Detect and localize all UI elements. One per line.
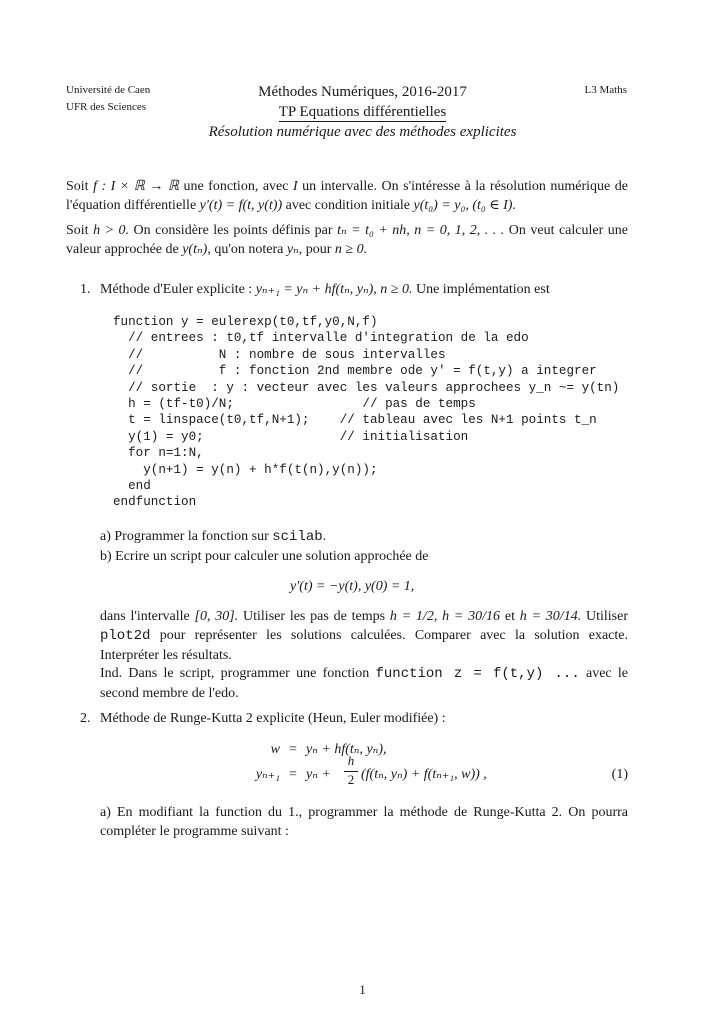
item-1a [100, 527, 628, 547]
intro-paragraph-2 [66, 221, 628, 259]
intro-text: une fonction, avec [178, 179, 293, 194]
tp-title: TP Equations différentielles [278, 104, 447, 120]
item-1b-body [100, 607, 628, 665]
item-text: . [322, 529, 327, 544]
math-inline: yₙ [286, 242, 299, 257]
eq-w-sign: = [289, 742, 297, 757]
inline-code: scilab [272, 529, 323, 545]
eq-y-rhs-a [306, 765, 331, 784]
item-text: Utiliser les pas de temps [238, 609, 390, 624]
math-inline: y(t₀) = y₀, (t₀ ∈ I). [413, 198, 516, 213]
math-display: yₙ + [306, 767, 331, 782]
item-text: dans l'intervalle [100, 609, 195, 624]
eq-y-rhs-b [361, 765, 487, 784]
intro-text: Soit [66, 223, 94, 238]
math-inline: tₙ = t₀ + nh, n = 0, 1, 2, . . . [337, 223, 505, 238]
intro-text: avec condition initiale [282, 198, 414, 213]
item-text: et [500, 609, 520, 624]
item-2a: a) En modifiant la function du 1., programmer la méthode de Runge-Kutta 2. On pourra compléter le programme suivant : [100, 805, 628, 839]
header-level: L3 Maths [584, 84, 627, 96]
math-display: (f(tₙ, yₙ) + f(tₙ₊₁, w)) , [361, 767, 487, 782]
item-1-number: 1. [80, 282, 91, 297]
item-text: pour représenter les solutions calculées. Comparer avec la solution exacte. Interpréter les résultats. [100, 628, 628, 663]
subtitle: Résolution numérique avec des méthodes explicites [208, 124, 517, 140]
inline-code: function z = f(t,y) ... [375, 666, 580, 682]
header-title-block [150, 82, 575, 142]
intro-text: , qu'on notera [207, 242, 287, 257]
item-2-number: 2. [80, 711, 91, 726]
math-inline: f : I × ℝ → ℝ [93, 179, 179, 194]
intro-text: un intervalle. On s'intéresse à la résolution numérique de l'équation différentielle [66, 179, 628, 213]
eq-w-lhs [240, 740, 280, 759]
math-display: h [347, 753, 355, 768]
math-display: w [270, 742, 280, 757]
math-inline: y′(t) = f(t, y(t)) [199, 198, 283, 213]
item-text: Ind. Dans le script, programmer une fonction [100, 666, 376, 681]
item-text: Une implémentation est [412, 282, 550, 297]
math-inline: [0, 30]. [194, 609, 239, 624]
item-1-hint [100, 664, 628, 703]
eq-y-sign: = [289, 767, 297, 782]
intro-paragraph-1 [66, 177, 628, 215]
page-number: 1 [359, 982, 366, 997]
intro-text: , pour [298, 242, 335, 257]
intro-text: On considère les points définis par [129, 223, 338, 238]
item-text: Méthode d'Euler explicite : [100, 282, 256, 297]
frac-numerator [344, 753, 358, 769]
eq-y-lhs [236, 765, 280, 784]
math-inline: h = 30/14. [519, 609, 582, 624]
course-title: Méthodes Numériques, 2016-2017 [258, 84, 467, 100]
math-inline: h = 1/2, h = 30/16 [389, 609, 501, 624]
math-inline: I [292, 179, 298, 194]
test-equation [290, 577, 414, 596]
math-display: y′(t) = −y(t), y(0) = 1, [290, 579, 415, 594]
equation-number: (1) [611, 767, 628, 782]
item-2-heading: Méthode de Runge-Kutta 2 explicite (Heun, Euler modifiée) : [100, 711, 446, 726]
item-text: a) Programmer la fonction sur [100, 529, 273, 544]
inline-code: plot2d [100, 628, 151, 644]
frac-denominator: 2 [347, 772, 355, 787]
header-university: Université de Caen [66, 84, 151, 96]
euler-formula: yₙ₊₁ = yₙ + hf(tₙ, yₙ), n ≥ 0. [255, 282, 413, 297]
item-text: Utiliser [581, 609, 628, 624]
item-text: avec le second membre de l'edo. [100, 666, 628, 701]
math-display: yₙ₊₁ [255, 767, 280, 782]
math-inline: y(tₙ) [182, 242, 208, 257]
euler-code-listing: function y = eulerexp(t0,tf,y0,N,f) // entrees : t0,tf intervalle d'integration de la edo // N : nombre de sous intervalles // f : fonction 2nd membre ode y' = f(t,y) a integrer // sortie : y : vecteur avec les valeurs approchees y_n ~= y(tn) h = (tf-t0)/N; // pas de temps t = linspace(t0,tf,N+1); // tableau avec les N+1 points t_n y(1) = y0; // initialisation for n=1:N, y(n+1) = y(n) + h*f(t(n),y(n)); end endfunction [113, 315, 620, 510]
math-inline: n ≥ 0. [334, 242, 368, 257]
header-faculty: UFR des Sciences [66, 101, 147, 113]
math-display: yₙ + hf(tₙ, yₙ), [306, 742, 387, 757]
item-1-heading [100, 280, 628, 299]
intro-text: On veut calculer une valeur approchée de [66, 223, 628, 257]
intro-text: Soit [66, 179, 94, 194]
item-1b: b) Ecrire un script pour calculer une solution approchée de [100, 549, 429, 564]
math-inline: h > 0. [93, 223, 130, 238]
